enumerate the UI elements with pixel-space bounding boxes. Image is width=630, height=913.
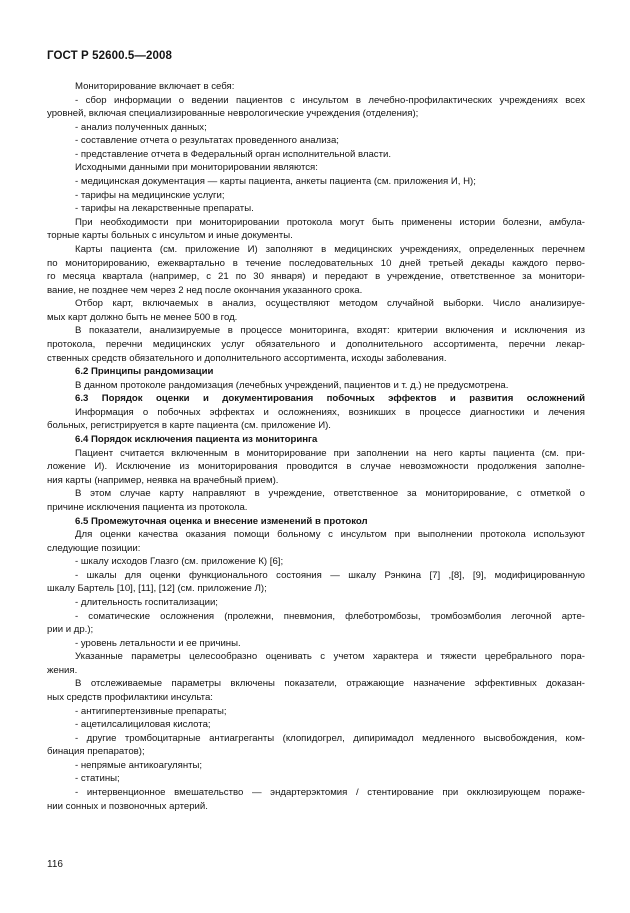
text-line: - анализ полученных данных;: [75, 121, 207, 133]
text-line: нии сонных и позвоночных артерий.: [47, 800, 208, 812]
text-line: мых карт должно быть не менее 500 в год.: [47, 311, 238, 323]
text-line: В этом случае карту направляют в учреждение, ответственное за мониторирование, с отметкой о: [75, 488, 585, 500]
text-line: Пациент считается включенным в мониторирование при заполнении на него карты пациента (см. при-: [75, 447, 585, 459]
text-line: следующие позиции:: [47, 542, 141, 554]
text-line: причине исключения пациента из протокола.: [47, 501, 248, 513]
text-line: ственных средств обязательного и дополнительного ассортимента, исходы заболевания.: [47, 352, 447, 364]
text-line: ния карты (например, неявка на врачебный прием).: [47, 474, 279, 486]
text-line: больных, регистрируется в карте пациента (см. приложение И).: [47, 420, 331, 432]
text-line: Информация о побочных эффектах и осложнениях, возникших в процессе диагностики и лечения: [75, 406, 585, 418]
text-line: жения.: [47, 664, 78, 676]
document-header: ГОСТ Р 52600.5—2008: [47, 50, 172, 62]
section-heading: 6.2 Принципы рандомизации: [75, 366, 214, 378]
text-line: В показатели, анализируемые в процессе мониторинга, входят: критерии включения и исключения из: [75, 325, 585, 337]
text-line: - сбор информации о ведении пациентов с инсультом в лечебно-профилактических учреждениях всех: [75, 94, 585, 106]
text-line: го месяца квартала (например, с 21 по 30 января) и передают в учреждение, ответственное за монитори-: [47, 271, 585, 283]
text-line: - тарифы на лекарственные препараты.: [75, 203, 254, 215]
text-line: - шкалу исходов Глазго (см. приложение К) [6];: [75, 556, 284, 568]
text-line: Исходными данными при мониторировании являются:: [75, 162, 318, 174]
section-heading: 6.5 Промежуточная оценка и внесение изменений в протокол: [75, 515, 368, 527]
text-line: рии и др.);: [47, 624, 94, 636]
text-line: Мониторирование включает в себя:: [75, 81, 235, 92]
text-line: - тарифы на медицинские услуги;: [75, 189, 225, 201]
text-line: Для оценки качества оказания помощи больному с инсультом при выполнении протокола используют: [75, 529, 585, 541]
text-line: - уровень летальности и ее причины.: [75, 637, 241, 649]
text-line: Указанные параметры целесообразно оценивать с учетом характера и тяжести церебрального пора-: [75, 651, 585, 663]
text-line: уровней, включая специализированные неврологические учреждения (отделения);: [47, 108, 419, 120]
text-line: - медицинская документация — карты пациента, анкеты пациента (см. приложения И, Н);: [75, 176, 476, 188]
text-line: бинация препаратов);: [47, 746, 145, 758]
text-line: В данном протоколе рандомизация (лечебных учреждений, пациентов и т. д.) не предусмотрена.: [75, 379, 509, 391]
text-line: - соматические осложнения (пролежни, пневмония, флеботромбозы, тромбоэмболия легочной арте-: [75, 610, 585, 622]
text-line: торные карты больных с инсультом и иные документы.: [47, 230, 293, 242]
text-line: шкалу Бартель [10], [11], [12] (см. приложение Л);: [47, 583, 267, 595]
text-line: - длительность госпитализации;: [75, 596, 218, 608]
text-line: - представление отчета в Федеральный орган исполнительной власти.: [75, 148, 391, 160]
text-line: - статины;: [75, 773, 120, 785]
text-line: протокола, перечни медицинских услуг обязательного и дополнительного ассортимента, перечни лекар-: [47, 338, 585, 350]
text-line: - интервенционное вмешательство — эндартерэктомия / стентирование при окклюзирующем пораже-: [75, 787, 585, 799]
text-line: Отбор карт, включаемых в анализ, осуществляют методом случайной выборки. Число анализируе-: [75, 298, 585, 310]
text-line: - составление отчета о результатах проведенного анализа;: [75, 135, 339, 147]
text-line: - другие тромбоцитарные антиагреганты (клопидогрел, дипиримадол медленного высвобождения, ком-: [75, 732, 585, 744]
text-line: - антигипертензивные препараты;: [75, 705, 227, 717]
section-heading: 6.4 Порядок исключения пациента из мониторинга: [75, 434, 318, 446]
text-line: - шкалы для оценки функционального состояния — шкалу Рэнкина [7] ,[8], [9], модифицированную: [75, 569, 585, 581]
page-number: 116: [47, 859, 63, 870]
text-line: В отслеживаемые параметры включены показатели, отражающие назначение эффективных доказан-: [75, 678, 585, 690]
document-body: [47, 80, 585, 813]
text-line: вание, не позднее чем через 2 нед после окончания указанного срока.: [47, 284, 363, 296]
section-heading: 6.3 Порядок оценки и документирования побочных эффектов и развития осложнений: [75, 393, 585, 405]
text-line: - непрямые антикоагулянты;: [75, 759, 203, 771]
text-line: ложение И). Исключение из мониторирования проводится в случае невозможности продолжения заполне-: [47, 461, 585, 473]
text-line: Карты пациента (см. приложение И) заполняют в медицинских учреждениях, определенных перечнем: [75, 243, 585, 255]
text-line: по мониторированию, ежеквартально в течение последовательных 10 дней третьей декады каждого перво-: [47, 257, 585, 269]
text-line: При необходимости при мониторировании протокола могут быть применены истории болезни, амбула-: [75, 216, 585, 228]
text-line: ных средств профилактики инсульта:: [47, 692, 213, 704]
text-line: - ацетилсалициловая кислота;: [75, 719, 211, 731]
